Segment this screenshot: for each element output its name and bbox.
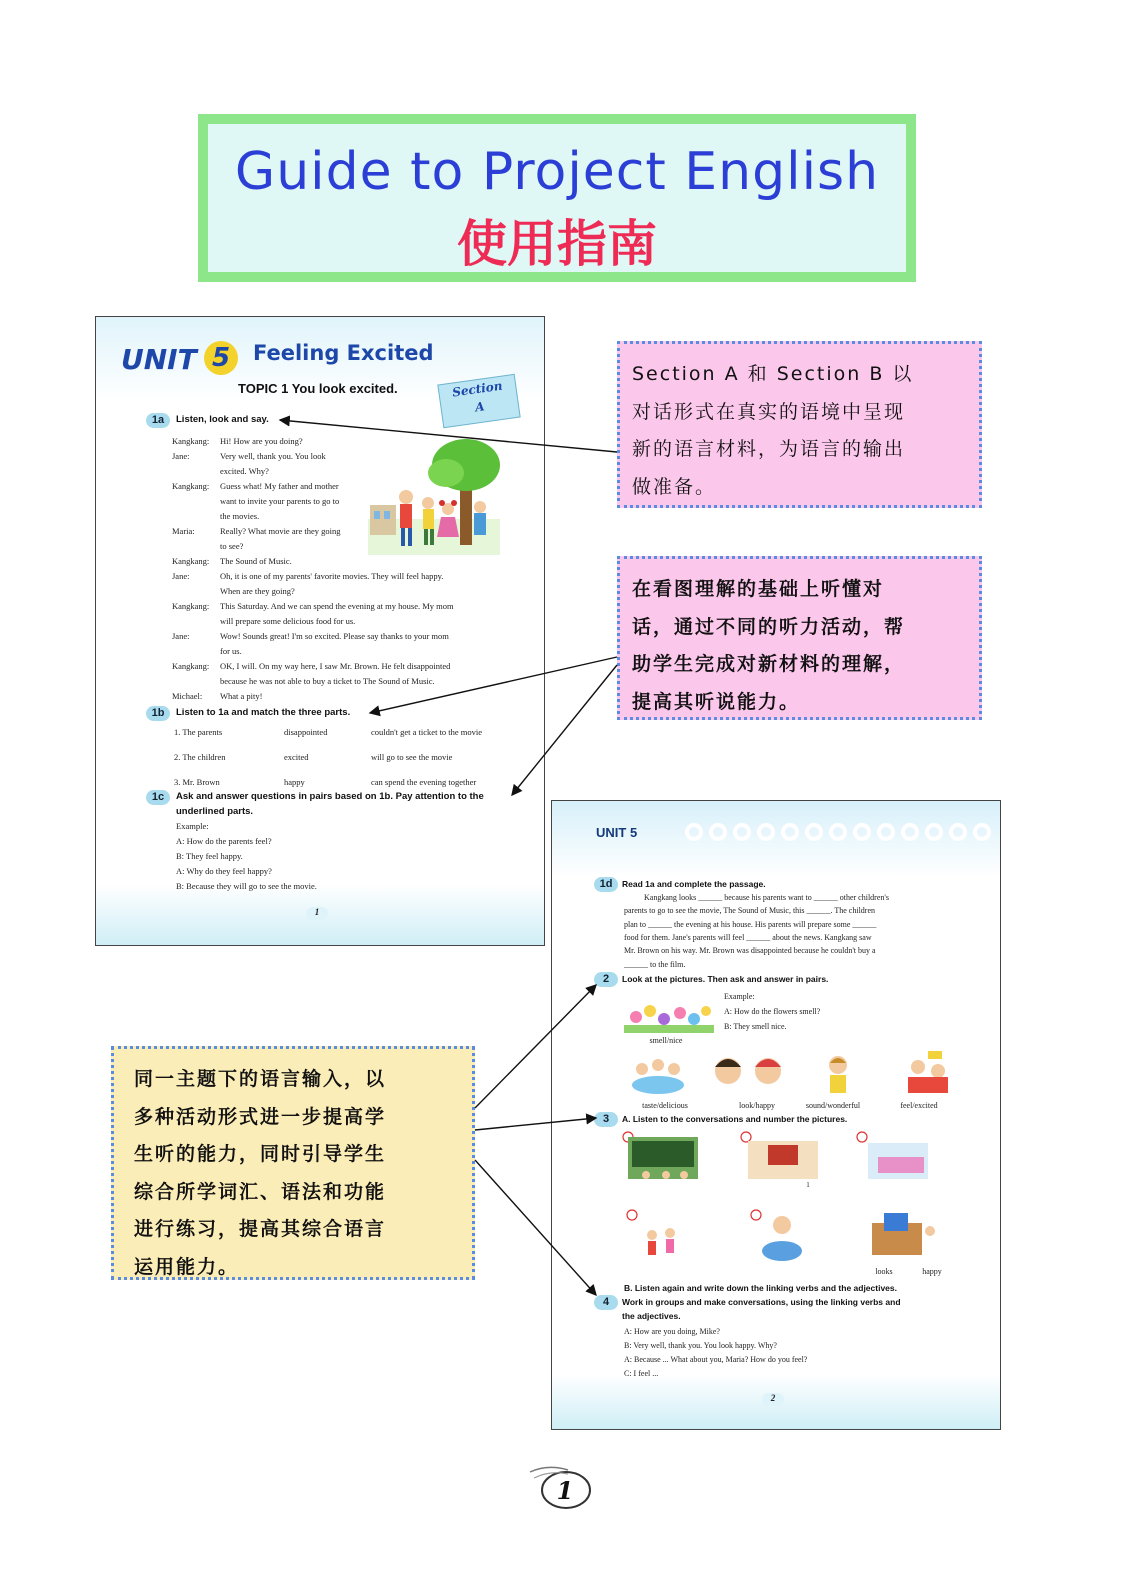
- callout-line: 做准备。: [632, 475, 717, 498]
- sample-page-2: [551, 800, 1001, 1430]
- dialogue-speaker: Kangkang:: [172, 556, 210, 566]
- activity-4-instruction-line1: Work in groups and make conversations, using the linking verbs and: [622, 1297, 901, 1307]
- unit-number: 5: [204, 341, 238, 375]
- answer-happy: happy: [922, 1267, 942, 1276]
- decorative-circles-row: [684, 819, 1000, 845]
- match-feeling: disappointed: [284, 727, 328, 737]
- activity-3b-instruction: B. Listen again and write down the linking verbs and the adjectives.: [624, 1283, 898, 1293]
- callout-line: 综合所学词汇、语法和功能: [134, 1180, 387, 1203]
- dialogue-text: Oh, it is one of my parents' favorite movies. They will feel happy.: [220, 571, 444, 581]
- page2-number: 2: [762, 1393, 784, 1406]
- section-a-tag: [437, 374, 520, 428]
- dialogue-line: [172, 644, 532, 659]
- flowers-picture: [624, 997, 714, 1033]
- title-inner: [208, 124, 906, 272]
- passage-line: food for them. Jane's parents will feel ______ about the news. Kangkang saw: [624, 932, 872, 942]
- activity-1d-instruction: Read 1a and complete the passage.: [622, 879, 766, 889]
- dialogue-line: [172, 689, 532, 704]
- callout-integration: [111, 1046, 475, 1280]
- dialogue-speaker: Kangkang:: [172, 661, 210, 671]
- dialogue-speaker: Kangkang:: [172, 601, 210, 611]
- caption-taste-delicious: taste/delicious: [642, 1101, 688, 1110]
- passage-line: Mr. Brown on his way. Mr. Brown was disappointed because he couldn't buy a: [624, 946, 876, 956]
- dialogue-line: [172, 449, 532, 464]
- activity-badge-1a: 1a: [146, 413, 170, 428]
- callout-line: 提高其听说能力。: [632, 690, 801, 713]
- match-reason: couldn't get a ticket to the movie: [371, 727, 483, 737]
- conversation-line: C: I feel ...: [624, 1369, 659, 1378]
- dialogue-line: [172, 524, 532, 539]
- passage-line: Kangkang looks ______ because his parents want to ______ other children's: [644, 893, 889, 902]
- callout-line: 运用能力。: [134, 1255, 240, 1278]
- unit-title: Feeling Excited: [253, 341, 434, 365]
- activity-2-pictures-row: [628, 1051, 968, 1097]
- dialogue-text: Really? What movie are they going: [220, 526, 341, 536]
- callout-section-ab: [617, 341, 982, 508]
- example-2-line2: B: They smell nice.: [724, 1022, 787, 1031]
- conversation-line: A: Because ... What about you, Maria? How do you feel?: [624, 1355, 808, 1364]
- dialogue-text: Hi! How are you doing?: [220, 436, 303, 446]
- callout-line: 多种活动形式进一步提高学: [134, 1105, 387, 1128]
- example-label-1c: Example:: [176, 821, 209, 831]
- dialogue-line: [172, 464, 532, 479]
- example-line: B: They feel happy.: [176, 851, 243, 861]
- caption-sound-wonderful: sound/wonderful: [805, 1101, 861, 1110]
- dialogue-text: Wow! Sounds great! I'm so excited. Please say thanks to your mom: [220, 631, 449, 641]
- dialogue-text: excited. Why?: [220, 466, 269, 476]
- footer-page-number: 1: [556, 1476, 574, 1505]
- page2-unit-label: UNIT 5: [596, 825, 638, 840]
- callout-line: 话，通过不同的听力活动，帮: [632, 615, 906, 638]
- dialogue-line: [172, 599, 532, 614]
- match-reason: can spend the evening together: [371, 777, 477, 787]
- dialogue-line: [172, 509, 532, 524]
- activity-3-instruction: A. Listen to the conversations and number the pictures.: [622, 1114, 848, 1124]
- dialogue-line: [172, 569, 532, 584]
- callout-line: 在看图理解的基础上听懂对: [632, 578, 885, 600]
- activity-1c-instruction-line1: Ask and answer questions in pairs based on 1b. Pay attention to the: [176, 791, 484, 802]
- dialogue-line: [172, 434, 532, 449]
- example-2-line1: A: How do the flowers smell?: [724, 1007, 821, 1016]
- dialogue-text: Guess what! My father and mother: [220, 481, 339, 491]
- unit-label: UNIT: [121, 343, 197, 376]
- section-tag-letter: A: [474, 399, 486, 415]
- dialogue-text: for us.: [220, 646, 242, 656]
- callout-line: 助学生完成对新材料的理解，: [632, 653, 906, 675]
- page1-number: 1: [306, 907, 328, 920]
- dialogue-text: What a pity!: [220, 691, 263, 701]
- passage-line: plan to ______ the evening at his house. His parents will prepare some ______: [624, 919, 877, 929]
- dialogue-line: [172, 629, 532, 644]
- passage-line: parents to go to see the movie, The Sound of Music, this ______. The children: [624, 906, 875, 916]
- dialogue-speaker: Jane:: [172, 631, 190, 641]
- activity-3-pictures: [622, 1131, 962, 1271]
- dialogue-text: because he was not able to buy a ticket to The Sound of Music.: [220, 676, 435, 686]
- activity-1a-instruction: Listen, look and say.: [176, 414, 269, 425]
- topic-line: TOPIC 1 You look excited.: [238, 381, 398, 396]
- dialogue-speaker: Kangkang:: [172, 436, 210, 446]
- dialogue-line: [172, 674, 532, 689]
- dialogue-speaker: Maria:: [172, 526, 195, 536]
- activity-badge-1c: 1c: [146, 790, 170, 805]
- dialogue-text: When are they going?: [220, 586, 295, 596]
- conversation-line: A: How are you doing, Mike?: [624, 1327, 720, 1336]
- title-english: Guide to Project English: [234, 142, 880, 202]
- dialogue-line: [172, 539, 532, 554]
- callout-line: 进行练习，提高其综合语言: [134, 1218, 387, 1240]
- section-tag-label: Section: [451, 378, 504, 400]
- answer-looks: looks: [875, 1267, 893, 1276]
- callout-line: 对话形式在真实的语境中呈现: [632, 400, 906, 423]
- dialogue-speaker: Michael:: [172, 691, 203, 701]
- callout-line: 新的语言材料，为语言的输出: [632, 438, 906, 460]
- callout-line: 同一主题下的语言输入，以: [134, 1068, 387, 1090]
- title-banner: [198, 114, 916, 282]
- match-subject: 1. The parents: [174, 727, 223, 737]
- dialogue-line: [172, 614, 532, 629]
- caption-smell-nice: smell/nice: [649, 1036, 683, 1045]
- match-feeling: happy: [284, 777, 305, 787]
- dialogue-line: [172, 494, 532, 509]
- match-reason: will go to see the movie: [371, 752, 453, 762]
- dialogue-text: will prepare some delicious food for us.: [220, 616, 356, 626]
- example-line: B: Because they will go to see the movie.: [176, 881, 317, 891]
- example-label-2: Example:: [724, 992, 755, 1001]
- dialogue-text: want to invite your parents to go to: [220, 496, 340, 506]
- match-subject: 2. The children: [174, 752, 226, 762]
- activity-badge-1d: 1d: [594, 877, 618, 892]
- dialogue-speaker: Jane:: [172, 451, 190, 461]
- match-subject: 3. Mr. Brown: [174, 777, 220, 787]
- activity-badge-4: 4: [594, 1295, 618, 1310]
- dialogue-line: [172, 479, 532, 494]
- callout-line: Section A 和 Section B 以: [632, 363, 914, 385]
- dialogue-text: The Sound of Music.: [220, 556, 292, 566]
- dialogue-text: OK, I will. On my way here, I saw Mr. Brown. He felt disappointed: [220, 661, 451, 671]
- callout-line: 生听的能力，同时引导学生: [134, 1143, 387, 1165]
- activity-1b-instruction: Listen to 1a and match the three parts.: [176, 707, 351, 718]
- sample-page-1: [95, 316, 545, 946]
- activity-1c-instruction-line2: underlined parts.: [176, 806, 254, 817]
- callout-listening: [617, 556, 982, 720]
- activity-badge-3: 3: [594, 1112, 618, 1127]
- activity-badge-1b: 1b: [146, 706, 170, 721]
- activity-badge-2: 2: [594, 972, 618, 987]
- dialogue-speaker: Jane:: [172, 571, 190, 581]
- example-line: A: Why do they feel happy?: [176, 866, 272, 876]
- activity-2-instruction: Look at the pictures. Then ask and answer in pairs.: [622, 974, 829, 984]
- activity-4-instruction-line2: the adjectives.: [622, 1311, 681, 1321]
- dialogue-text: This Saturday. And we can spend the evening at my house. My mom: [220, 601, 454, 611]
- circled-number-1: 1: [806, 1181, 810, 1189]
- conversation-line: B: Very well, thank you. You look happy. Why?: [624, 1341, 777, 1350]
- title-chinese: 使用指南: [457, 215, 657, 273]
- caption-look-happy: look/happy: [739, 1101, 775, 1110]
- match-feeling: excited: [284, 752, 309, 762]
- dialogue-speaker: Kangkang:: [172, 481, 210, 491]
- dialogue-line: [172, 659, 532, 674]
- example-line: A: How do the parents feel?: [176, 836, 272, 846]
- dialogue-line: [172, 554, 532, 569]
- caption-feel-excited: feel/excited: [900, 1101, 938, 1110]
- passage-line: ______ to the film.: [624, 959, 686, 969]
- dialogue-text: Very well, thank you. You look: [220, 451, 326, 461]
- dialogue-text: the movies.: [220, 511, 260, 521]
- dialogue-text: to see?: [220, 541, 244, 551]
- dialogue-line: [172, 584, 532, 599]
